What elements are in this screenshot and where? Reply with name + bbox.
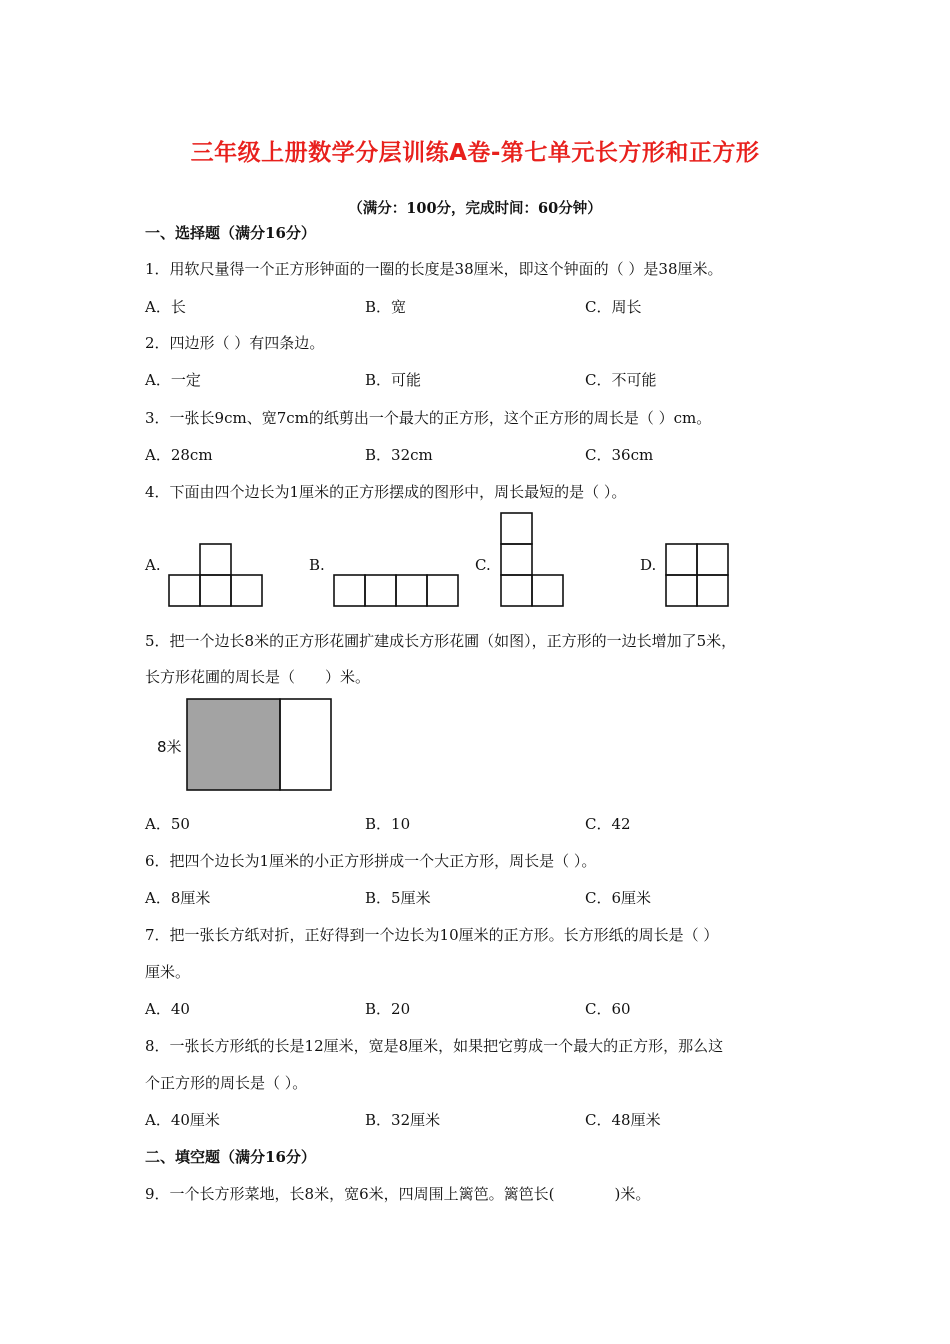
q4-figure-b <box>330 571 462 609</box>
q4-option-b-label: B. <box>309 556 325 574</box>
question-7-line-2: 厘米。 <box>145 963 191 981</box>
question-1: 1．用软尺量得一个正方形钟面的一圈的长度是38厘米，即这个钟面的（ ）是38厘米。 <box>145 260 723 278</box>
q5-square-garden <box>187 699 280 790</box>
q3-option-c: C．36cm <box>585 446 654 464</box>
question-8-line-1: 8．一张长方形纸的长是12厘米，宽是8厘米，如果把它剪成一个最大的正方形，那么这 <box>145 1037 724 1055</box>
q3-option-b: B．32cm <box>365 446 433 464</box>
q3-option-a: A．28cm <box>145 446 213 464</box>
q6-option-a: A．8厘米 <box>145 889 211 907</box>
question-5-line-1: 5．把一个边长8米的正方形花圃扩建成长方形花圃（如图），正方形的一边长增加了5米， <box>145 632 737 650</box>
q2-option-a: A．一定 <box>145 371 201 389</box>
q4-figure-a <box>165 540 265 608</box>
q4-option-a-label: A. <box>145 556 161 574</box>
question-2: 2．四边形（ ）有四条边。 <box>145 334 325 352</box>
q5-figure-side-label: 8米 <box>157 738 182 756</box>
q5-option-c: C．42 <box>585 815 631 833</box>
q5-option-b: B．10 <box>365 815 411 833</box>
q1-option-a: A．长 <box>145 298 186 316</box>
question-5-line-2: 长方形花圃的周长是（ ）米。 <box>145 668 371 686</box>
q8-option-a: A．40厘米 <box>145 1111 220 1129</box>
q7-option-c: C．60 <box>585 1000 631 1018</box>
q4-option-c-label: C. <box>475 556 491 574</box>
q8-option-b: B．32厘米 <box>365 1111 441 1129</box>
q4-figure-d <box>662 540 732 608</box>
q7-option-a: A．40 <box>145 1000 190 1018</box>
q5-garden-figure <box>185 697 335 793</box>
q6-option-c: C．6厘米 <box>585 889 652 907</box>
question-7-line-1: 7．把一张长方纸对折，正好得到一个边长为10厘米的正方形。长方形纸的周长是（ ） <box>145 926 719 944</box>
q4-figure-c <box>497 509 567 609</box>
question-6: 6．把四个边长为1厘米的小正方形拼成一个大正方形，周长是（ ）。 <box>145 852 597 870</box>
q6-option-b: B．5厘米 <box>365 889 431 907</box>
q8-option-c: C．48厘米 <box>585 1111 661 1129</box>
q2-option-b: B．可能 <box>365 371 422 389</box>
question-8-line-2: 个正方形的周长是（ ）。 <box>145 1074 308 1092</box>
q5-option-a: A．50 <box>145 815 190 833</box>
section-heading-choice: 一、选择题（满分16分） <box>145 224 316 242</box>
question-4: 4．下面由四个边长为1厘米的正方形摆成的图形中，周长最短的是（ ）。 <box>145 483 627 501</box>
page-subtitle: （满分：100分，完成时间：60分钟） <box>348 200 602 217</box>
page-title: 三年级上册数学分层训练A卷-第七单元长方形和正方形 <box>190 140 760 166</box>
question-3: 3．一张长9cm、宽7cm的纸剪出一个最大的正方形，这个正方形的周长是（ ）cm。 <box>145 409 712 427</box>
q4-option-d-label: D. <box>640 556 657 574</box>
q7-option-b: B．20 <box>365 1000 411 1018</box>
q1-option-c: C．周长 <box>585 298 642 316</box>
q2-option-c: C．不可能 <box>585 371 657 389</box>
q1-option-b: B．宽 <box>365 298 407 316</box>
question-9: 9．一个长方形菜地，长8米，宽6米，四周围上篱笆。篱笆长( )米。 <box>145 1185 651 1203</box>
q5-extension <box>280 699 331 790</box>
section-heading-fill: 二、填空题（满分16分） <box>145 1148 316 1166</box>
